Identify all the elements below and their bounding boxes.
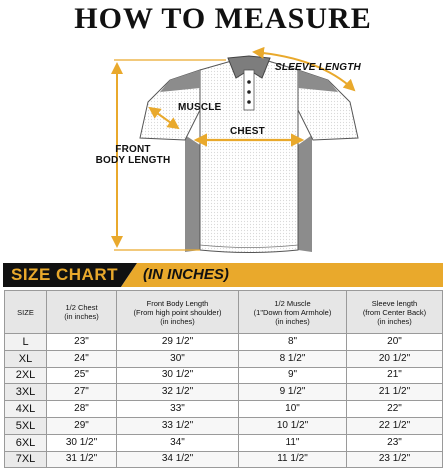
size-cell: 5XL: [5, 417, 47, 434]
sleeve-length-label: SLEEVE LENGTH: [275, 62, 361, 73]
measurement-cell: 27": [47, 384, 117, 401]
measurement-cell: 33": [117, 401, 239, 418]
table-row: [5, 434, 443, 451]
muscle-label: MUSCLE: [178, 102, 222, 113]
measurement-diagram: [0, 40, 446, 260]
measurement-cell: 22": [347, 401, 443, 418]
header-body-length: Front Body Length (From high point shoulder) (in inches): [117, 291, 239, 334]
chest-label: CHEST: [230, 126, 265, 137]
measurement-cell: 24": [47, 350, 117, 367]
size-cell: 4XL: [5, 401, 47, 418]
measurement-cell: 34": [117, 434, 239, 451]
measurement-cell: 30 1/2": [47, 434, 117, 451]
measurement-cell: 34 1/2": [117, 451, 239, 468]
measurement-cell: 10 1/2": [239, 417, 347, 434]
table-header-row: [5, 291, 443, 334]
measurement-cell: 9": [239, 367, 347, 384]
shirt-side-panel-left: [185, 135, 200, 252]
measurement-cell: 32 1/2": [117, 384, 239, 401]
measurement-cell: 11": [239, 434, 347, 451]
shirt-side-panel-right: [298, 135, 312, 252]
measurement-cell: 22 1/2": [347, 417, 443, 434]
measurement-cell: 23": [47, 334, 117, 351]
table-row: [5, 350, 443, 367]
measurement-cell: 21": [347, 367, 443, 384]
measurement-cell: 30": [117, 350, 239, 367]
table-row: [5, 384, 443, 401]
measurement-cell: 29 1/2": [117, 334, 239, 351]
measurement-cell: 25": [47, 367, 117, 384]
measurement-cell: 11 1/2": [239, 451, 347, 468]
header-chest: 1/2 Chest (in inches): [47, 291, 117, 334]
size-cell: L: [5, 334, 47, 351]
measurement-cell: 20 1/2": [347, 350, 443, 367]
measurement-cell: 8 1/2": [239, 350, 347, 367]
page-title: HOW TO MEASURE: [74, 2, 372, 35]
header-sleeve: Sleeve length (from Center Back) (in inches): [347, 291, 443, 334]
banner-units: (IN INCHES): [143, 266, 229, 283]
measurement-cell: 23 1/2": [347, 451, 443, 468]
measurement-cell: 28": [47, 401, 117, 418]
size-chart-table: [4, 290, 443, 468]
measurement-cell: 30 1/2": [117, 367, 239, 384]
size-cell: 6XL: [5, 434, 47, 451]
table-row: [5, 401, 443, 418]
polo-shirt-illustration: [0, 40, 446, 260]
size-cell: XL: [5, 350, 47, 367]
measurement-cell: 23": [347, 434, 443, 451]
size-cell: 7XL: [5, 451, 47, 468]
front-body-length-label: FRONT BODY LENGTH: [95, 144, 171, 166]
size-cell: 3XL: [5, 384, 47, 401]
measurement-cell: 20": [347, 334, 443, 351]
header-size: SIZE: [5, 291, 47, 334]
measurement-cell: 29": [47, 417, 117, 434]
size-cell: 2XL: [5, 367, 47, 384]
measurement-cell: 21 1/2": [347, 384, 443, 401]
size-chart-banner: [3, 263, 443, 287]
table-row: [5, 417, 443, 434]
table-row: [5, 451, 443, 468]
banner-title: SIZE CHART: [11, 265, 118, 284]
measurement-cell: 8": [239, 334, 347, 351]
measurement-cell: 9 1/2": [239, 384, 347, 401]
measurement-cell: 10": [239, 401, 347, 418]
table-row: [5, 334, 443, 351]
measurement-cell: 31 1/2": [47, 451, 117, 468]
measurement-cell: 33 1/2": [117, 417, 239, 434]
table-row: [5, 367, 443, 384]
header-muscle: 1/2 Muscle (1"Down from Armhole) (in inches): [239, 291, 347, 334]
